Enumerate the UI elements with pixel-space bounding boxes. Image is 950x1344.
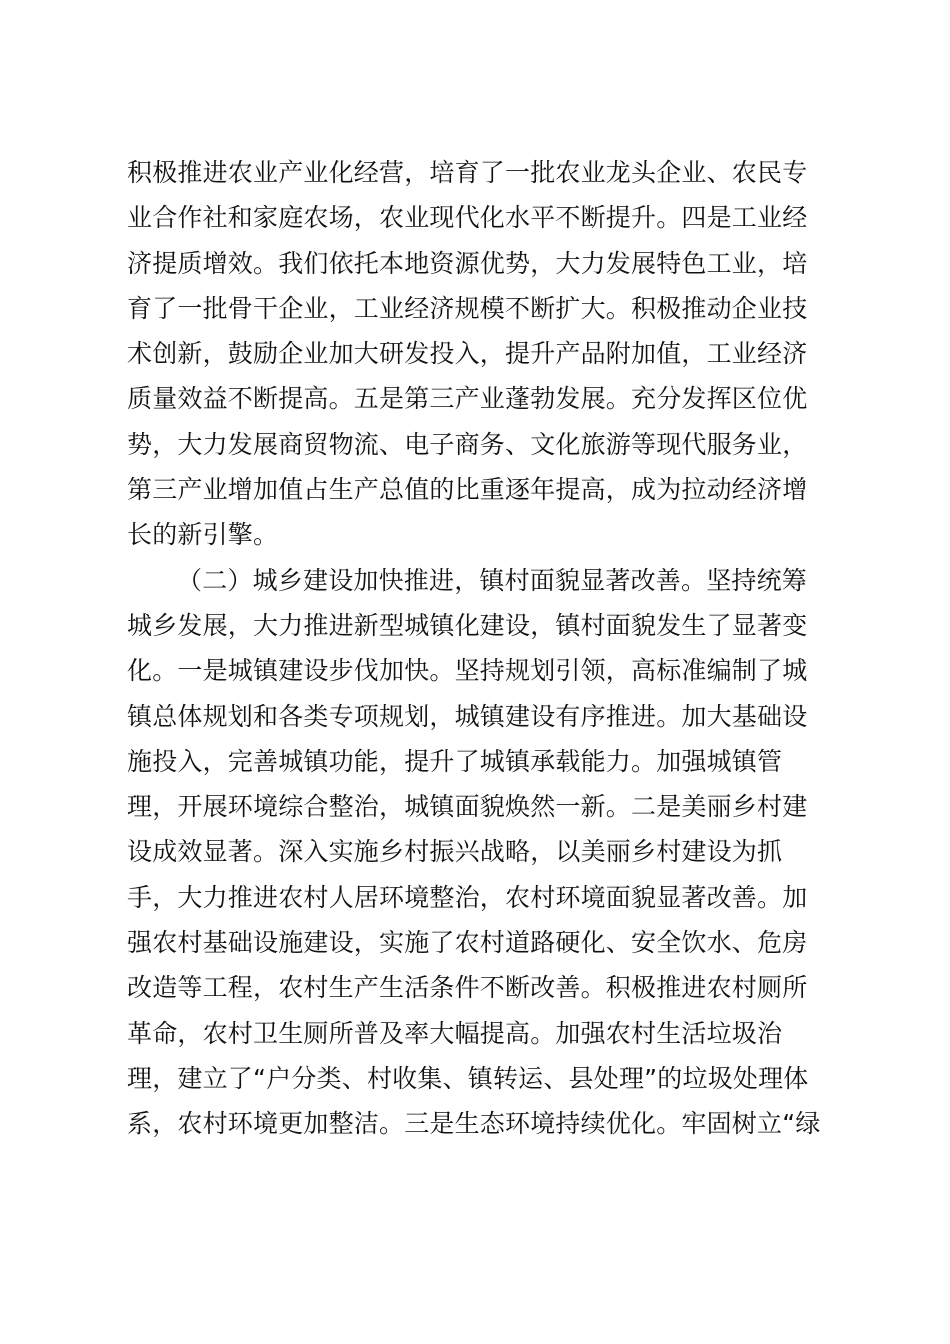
body-text (127, 150, 827, 1147)
text-line: 理，开展环境综合整治，城镇面貌焕然一新。二是美丽乡村建 (127, 792, 808, 822)
text-line: 强农村基础设施建设，实施了农村道路硬化、安全饮水、危房 (127, 928, 808, 958)
text-line: 城乡发展，大力推进新型城镇化建设，镇村面貌发生了显著变 (127, 610, 808, 640)
text-line: 改造等工程，农村生产生活条件不断改善。积极推进农村厕所 (127, 973, 808, 1003)
text-line: 施投入，完善城镇功能，提升了城镇承载能力。加强城镇管 (127, 746, 783, 776)
text-line: 手，大力推进农村人居环境整治，农村环境面貌显著改善。加 (127, 882, 808, 912)
text-line: 革命，农村卫生厕所普及率大幅提高。加强农村生活垃圾治 (127, 1018, 783, 1048)
text-line: 化。一是城镇建设步伐加快。坚持规划引领，高标准编制了城 (127, 656, 808, 686)
text-line: 第三产业增加值占生产总值的比重逐年提高，成为拉动经济增 (127, 475, 808, 505)
text-line: 系，农村环境更加整洁。三是生态环境持续优化。牢固树立“绿 (127, 1109, 821, 1139)
text-line: 长的新引擎。 (127, 520, 279, 550)
text-line: 济提质增效。我们依托本地资源优势，大力发展特色工业，培 (127, 248, 808, 278)
text-line: 设成效显著。深入实施乡村振兴战略，以美丽乡村建设为抓 (127, 837, 783, 867)
text-line: 育了一批骨干企业，工业经济规模不断扩大。积极推动企业技 (127, 293, 808, 323)
text-line: 术创新，鼓励企业加大研发投入，提升产品附加值，工业经济 (127, 339, 808, 369)
section-heading-line: （二）城乡建设加快推进，镇村面貌显著改善。坚持统筹 (177, 565, 808, 595)
text-line: 理，建立了“户分类、村收集、镇转运、县处理”的垃圾处理体 (127, 1063, 809, 1093)
text-line: 业合作社和家庭农场，农业现代化水平不断提升。四是工业经 (127, 203, 808, 233)
text-line: 质量效益不断提高。五是第三产业蓬勃发展。充分发挥区位优 (127, 384, 808, 414)
text-line: 积极推进农业产业化经营，培育了一批农业龙头企业、农民专 (127, 158, 808, 187)
text-line: 镇总体规划和各类专项规划，城镇建设有序推进。加大基础设 (127, 701, 808, 731)
text-line: 势，大力发展商贸物流、电子商务、文化旅游等现代服务业， (127, 429, 808, 459)
